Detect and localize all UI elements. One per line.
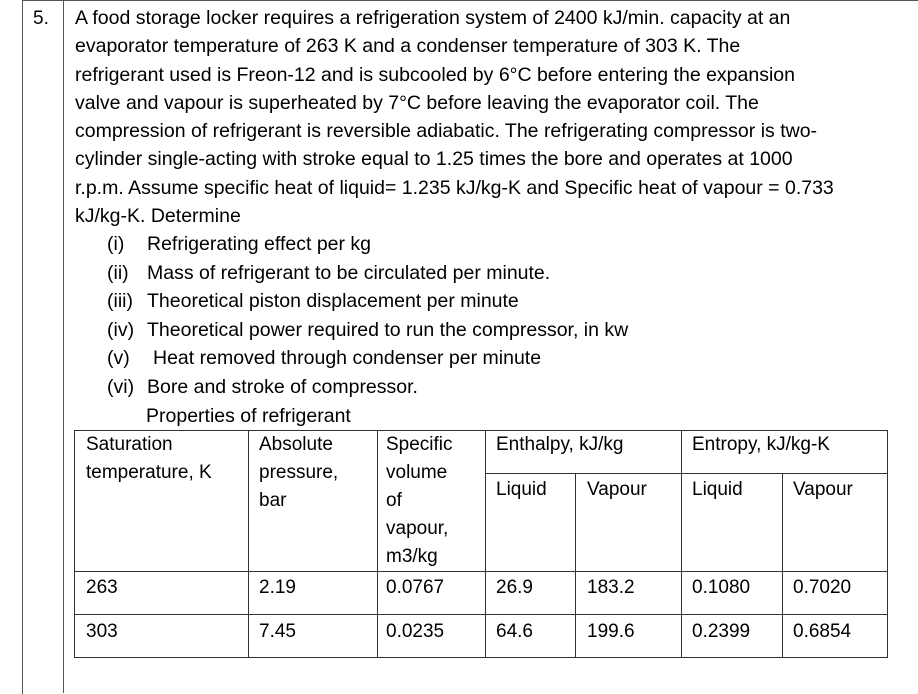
header-entropy-liquid: Liquid <box>692 479 743 500</box>
question-line: r.p.m. Assume specific heat of liquid= 1.235 kJ/kg-K and Specific heat of vapour = 0.733 <box>75 176 834 199</box>
question-line: A food storage locker requires a refrigeration system of 2400 kJ/min. capacity at an <box>75 7 791 29</box>
table-col-line <box>377 431 378 657</box>
column-divider <box>63 0 64 693</box>
header-volume: volume <box>386 462 448 483</box>
table-cell: 2.19 <box>259 577 296 598</box>
list-item-mark: (vi) <box>107 375 135 398</box>
list-item-text: Heat removed through condenser per minute <box>153 347 542 369</box>
header-volume: m3/kg <box>386 546 438 567</box>
table-row-line <box>485 473 887 474</box>
header-enthalpy-vapour: Vapour <box>587 479 647 500</box>
header-volume: vapour, <box>386 518 449 539</box>
header-entropy: Entropy, kJ/kg-K <box>692 434 830 455</box>
header-volume: Specific <box>386 434 453 455</box>
question-line: valve and vapour is superheated by 7°C before leaving the evaporator coil. The <box>75 91 759 114</box>
header-saturation: Saturation <box>86 434 173 455</box>
header-volume: of <box>386 490 402 511</box>
table-cell: 0.2399 <box>692 621 751 642</box>
properties-title: Properties of refrigerant <box>146 405 351 427</box>
header-pressure: Absolute <box>259 434 333 455</box>
table-col-line <box>575 473 576 657</box>
list-item-mark: (iv) <box>107 318 135 341</box>
header-saturation: temperature, K <box>86 462 212 483</box>
list-item-mark: (i) <box>107 233 125 255</box>
table-cell: 26.9 <box>496 577 533 598</box>
list-item-mark: (ii) <box>107 261 129 284</box>
table-row-line <box>75 571 887 572</box>
properties-table <box>74 430 888 658</box>
header-pressure: pressure, <box>259 462 339 483</box>
table-cell: 64.6 <box>496 621 533 642</box>
table-cell: 263 <box>86 577 118 598</box>
list-item-text: Theoretical power required to run the compressor, in kw <box>147 318 629 341</box>
table-cell: 0.0767 <box>386 577 445 598</box>
question-line: cylinder single-acting with stroke equal to 1.25 times the bore and operates at 1000 <box>75 148 793 171</box>
table-cell: 0.0235 <box>386 621 445 642</box>
question-line: compression of refrigerant is reversible adiabatic. The refrigerating compressor is two- <box>75 120 818 143</box>
header-pressure: bar <box>259 490 287 511</box>
table-cell: 0.6854 <box>793 621 852 642</box>
table-col-line <box>782 473 783 657</box>
question-line: evaporator temperature of 263 K and a condenser temperature of 303 K. The <box>75 35 741 58</box>
table-cell: 0.1080 <box>692 577 751 598</box>
table-cell: 183.2 <box>587 577 635 598</box>
question-text <box>75 4 897 230</box>
header-enthalpy: Enthalpy, kJ/kg <box>496 434 624 455</box>
table-cell: 303 <box>86 621 118 642</box>
table-col-line <box>681 431 682 657</box>
list-item-text: Bore and stroke of compressor. <box>147 375 418 398</box>
question-line: kJ/kg-K. Determine <box>75 205 241 228</box>
table-col-line <box>248 431 249 657</box>
header-enthalpy-liquid: Liquid <box>496 479 547 500</box>
header-entropy-vapour: Vapour <box>793 479 853 500</box>
list-item-text: Theoretical piston displacement per minute <box>147 290 519 312</box>
question-number: 5. <box>33 8 49 29</box>
table-cell: 199.6 <box>587 621 635 642</box>
table-cell: 7.45 <box>259 621 296 642</box>
list-item-mark: (iii) <box>107 290 133 312</box>
table-cell: 0.7020 <box>793 577 852 598</box>
table-col-line <box>485 431 486 657</box>
list-item-text: Refrigerating effect per kg <box>147 233 372 255</box>
list-item-text: Mass of refrigerant to be circulated per minute. <box>147 261 551 284</box>
table-row-line <box>75 614 887 615</box>
question-line: refrigerant used is Freon-12 and is subcooled by 6°C before entering the expansion <box>75 63 795 86</box>
list-item-mark: (v) <box>107 347 130 369</box>
